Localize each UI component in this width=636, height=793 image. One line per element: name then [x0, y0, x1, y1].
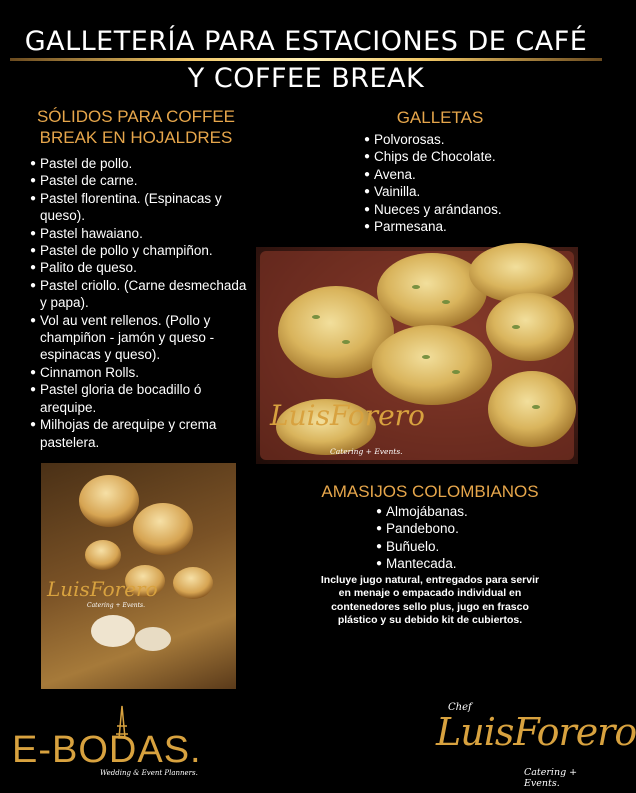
amasijos-list-item: ● Buñuelo. [376, 538, 546, 555]
solidos-list-item: ● Pastel gloria de bocadillo ó arequipe. [30, 381, 252, 416]
amasijos-list-item: ● Almojábanas. [376, 503, 546, 520]
ebodas-wordmark: E-BODAS. [12, 729, 202, 771]
solidos-list-item: ● Vol au vent rellenos. (Pollo y champiñon - jamón y queso - espinacas y queso). [30, 312, 252, 364]
solidos-list-item: ● Palito de queso. [30, 259, 252, 276]
galletas-list-item: ● Vainilla. [364, 183, 564, 200]
amasijos-list-item: ● Mantecada. [376, 555, 546, 572]
page-title-line-1: GALLETERÍA PARA ESTACIONES DE CAFÉ [24, 26, 588, 57]
chef-signature-on-pastries-photo: LuisForero [47, 577, 158, 601]
chef-tagline: Catering + Events. [524, 767, 578, 789]
solidos-title [20, 106, 252, 148]
solidos-list-item: ● Pastel florentina. (Espinacas y queso). [30, 190, 252, 225]
cookies-photo [256, 247, 578, 464]
solidos-list-item: ● Cinnamon Rolls. [30, 364, 252, 381]
amasijos-list [376, 503, 546, 573]
solidos-list-item: ● Pastel de carne. [30, 172, 252, 189]
galletas-list-item: ● Avena. [364, 166, 564, 183]
galletas-list-item: ● Parmesana. [364, 218, 564, 235]
chef-name-signature: LuisForero [436, 710, 636, 754]
galletas-list-item: ● Polvorosas. [364, 131, 564, 148]
gold-divider [10, 58, 602, 61]
solidos-list-item: ● Pastel criollo. (Carne desmechada y papa). [30, 277, 252, 312]
solidos-list [30, 155, 252, 451]
galletas-title: GALLETAS [396, 108, 484, 127]
solidos-list-item: ● Milhojas de arequipe y crema pastelera. [30, 416, 252, 451]
amasijos-note: Incluye jugo natural, entregados para servir en menaje o empacado individual en contenedores sello plus, jugo en frasco plástico y su debido kit de cubiertos. [320, 574, 540, 626]
chef-label: Chef [448, 702, 472, 713]
solidos-list-item: ● Pastel de pollo y champiñon. [30, 242, 252, 259]
chef-tagline-on-cookies-photo: Catering + Events. [330, 447, 403, 456]
page-title-line-2: Y COFFEE BREAK [187, 63, 425, 94]
amasijos-title: AMASIJOS COLOMBIANOS [321, 482, 539, 501]
chef-tagline-on-pastries-photo: Catering + Events. [87, 602, 146, 609]
ebodas-tagline: Wedding & Event Planners. [100, 769, 198, 777]
chef-signature-on-cookies-photo: LuisForero [270, 399, 425, 432]
solidos-title-line-1: SÓLIDOS PARA COFFEE [36, 107, 236, 126]
galletas-list-item: ● Chips de Chocolate. [364, 148, 564, 165]
solidos-list-item: ● Pastel hawaiano. [30, 225, 252, 242]
chef-luisforero-logo [432, 700, 636, 789]
pastries-photo [41, 463, 236, 689]
galletas-list [364, 131, 564, 235]
solidos-title-line-2: BREAK EN HOJALDRES [39, 128, 233, 147]
galletas-list-item: ● Nueces y arándanos. [364, 201, 564, 218]
solidos-list-item: ● Pastel de pollo. [30, 155, 252, 172]
pastries-illustration [41, 463, 236, 689]
ebodas-logo [12, 712, 212, 782]
amasijos-list-item: ● Pandebono. [376, 520, 546, 537]
